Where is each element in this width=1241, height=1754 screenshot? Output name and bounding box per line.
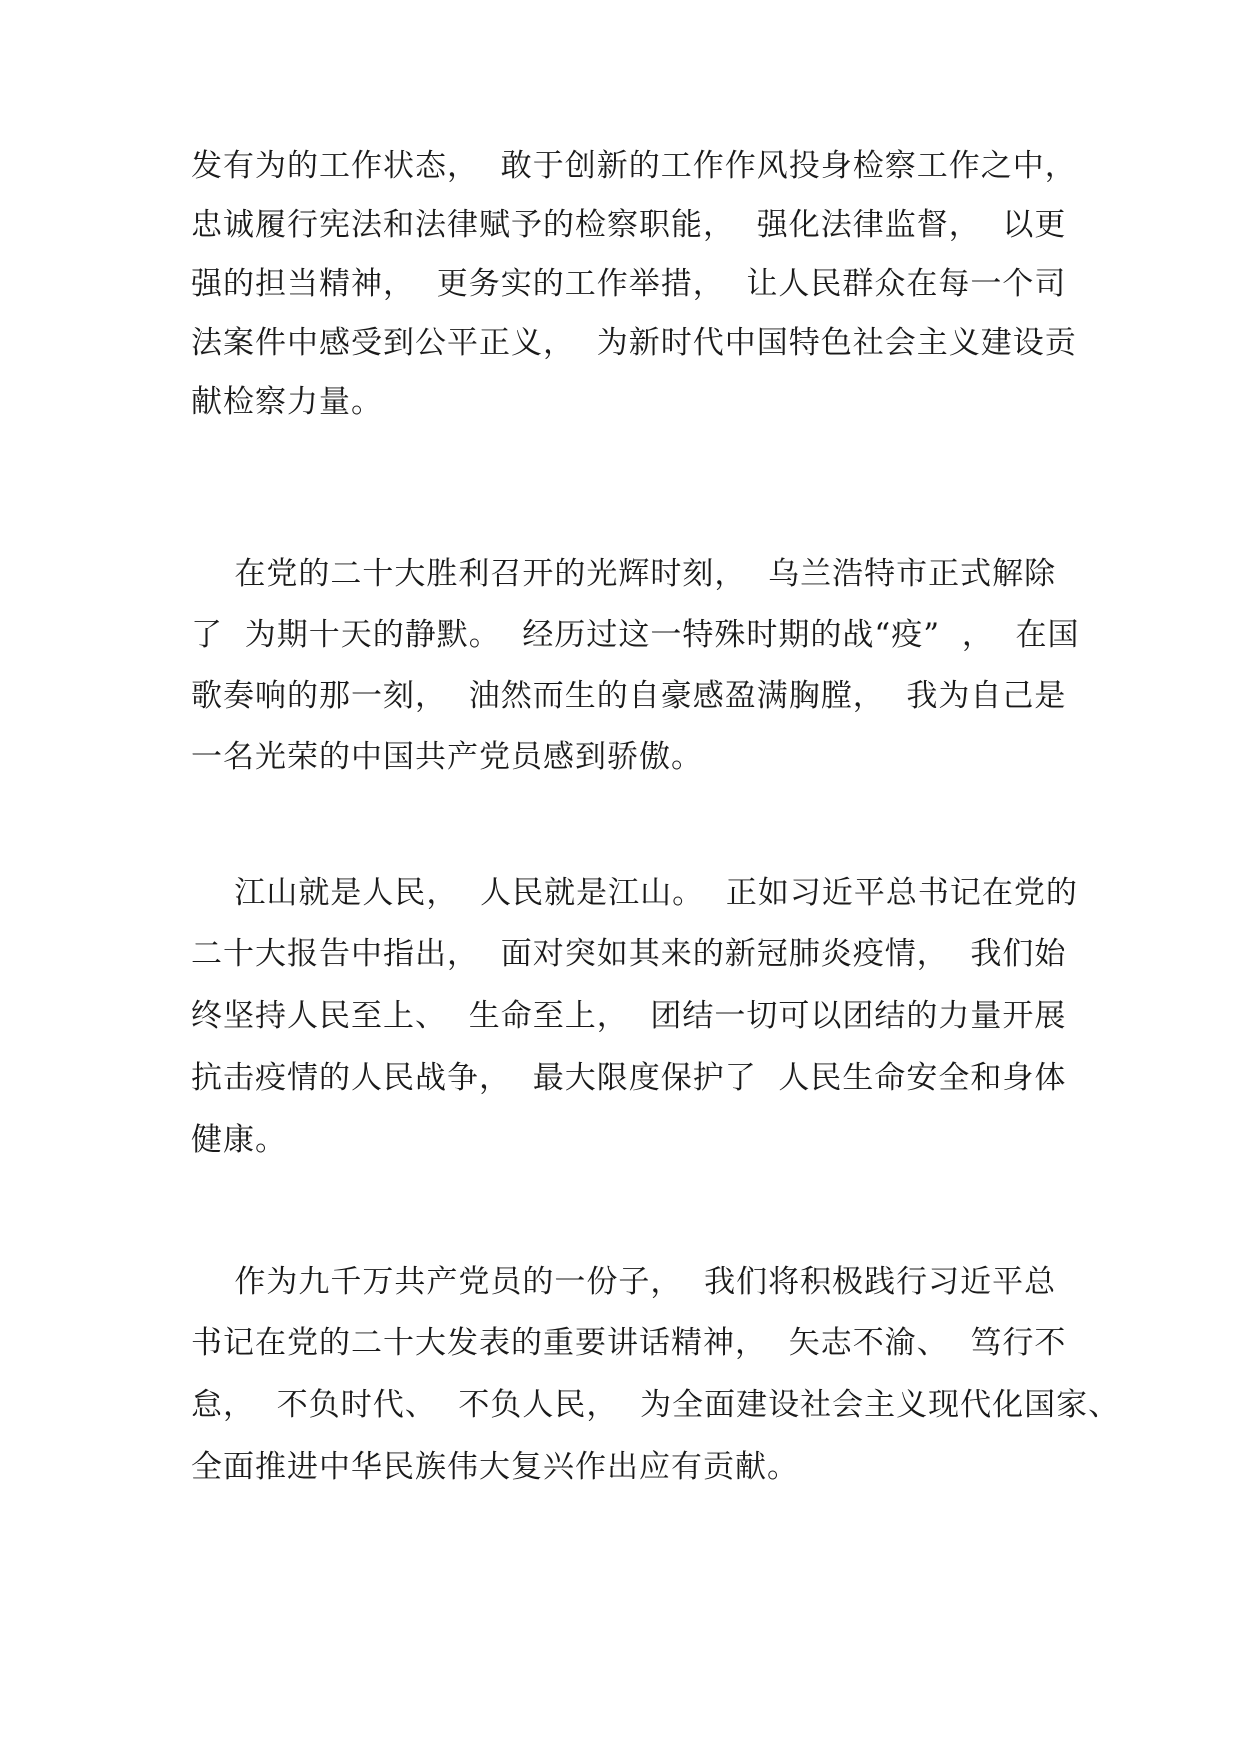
paragraph-2-line-1: 在党的二十大胜利召开的光辉时刻， 乌兰浩特市正式解除 <box>191 556 1057 592</box>
paragraph-1-line-2: 忠诚履行宪法和法律赋予的检察职能， 强化法律监督， 以更 <box>191 207 1067 243</box>
paragraph-1-line-1: 发有为的工作状态， 敢于创新的工作作风投身检察工作之中， <box>191 148 1077 184</box>
paragraph-3-line-4: 抗击疫情的人民战争， 最大限度保护了 人民生命安全和身体 <box>191 1060 1067 1096</box>
paragraph-1-line-4: 法案件中感受到公平正义， 为新时代中国特色社会主义建设贡 <box>191 325 1077 361</box>
paragraph-3-line-5: 健康。 <box>191 1122 287 1158</box>
paragraph-4-line-2: 书记在党的二十大发表的重要讲话精神， 矢志不渝、 笃行不 <box>191 1325 1067 1361</box>
paragraph-1-line-3: 强的担当精神， 更务实的工作举措， 让人民群众在每一个司 <box>191 266 1067 302</box>
paragraph-4-line-1: 作为九千万共产党员的一份子， 我们将积极践行习近平总 <box>191 1264 1057 1300</box>
paragraph-2-line-3: 歌奏响的那一刻， 油然而生的自豪感盈满胸膛， 我为自己是 <box>191 678 1067 714</box>
paragraph-2-line-2: 了 为期十天的静默。 经历过这一特殊时期的战“疫” ， 在国 <box>191 617 1080 653</box>
paragraph-3-line-3: 终坚持人民至上、 生命至上， 团结一切可以团结的力量开展 <box>191 998 1067 1034</box>
paragraph-1-line-5: 献检察力量。 <box>191 384 383 420</box>
paragraph-3-line-1: 江山就是人民， 人民就是江山。 正如习近平总书记在党的 <box>191 875 1078 911</box>
paragraph-4-line-3: 怠， 不负时代、 不负人民， 为全面建设社会主义现代化国家、 <box>191 1387 1121 1423</box>
paragraph-3-line-2: 二十大报告中指出， 面对突如其来的新冠肺炎疫情， 我们始 <box>191 936 1067 972</box>
paragraph-4-line-4: 全面推进中华民族伟大复兴作出应有贡献。 <box>191 1449 799 1485</box>
paragraph-2-line-4: 一名光荣的中国共产党员感到骄傲。 <box>191 739 703 775</box>
